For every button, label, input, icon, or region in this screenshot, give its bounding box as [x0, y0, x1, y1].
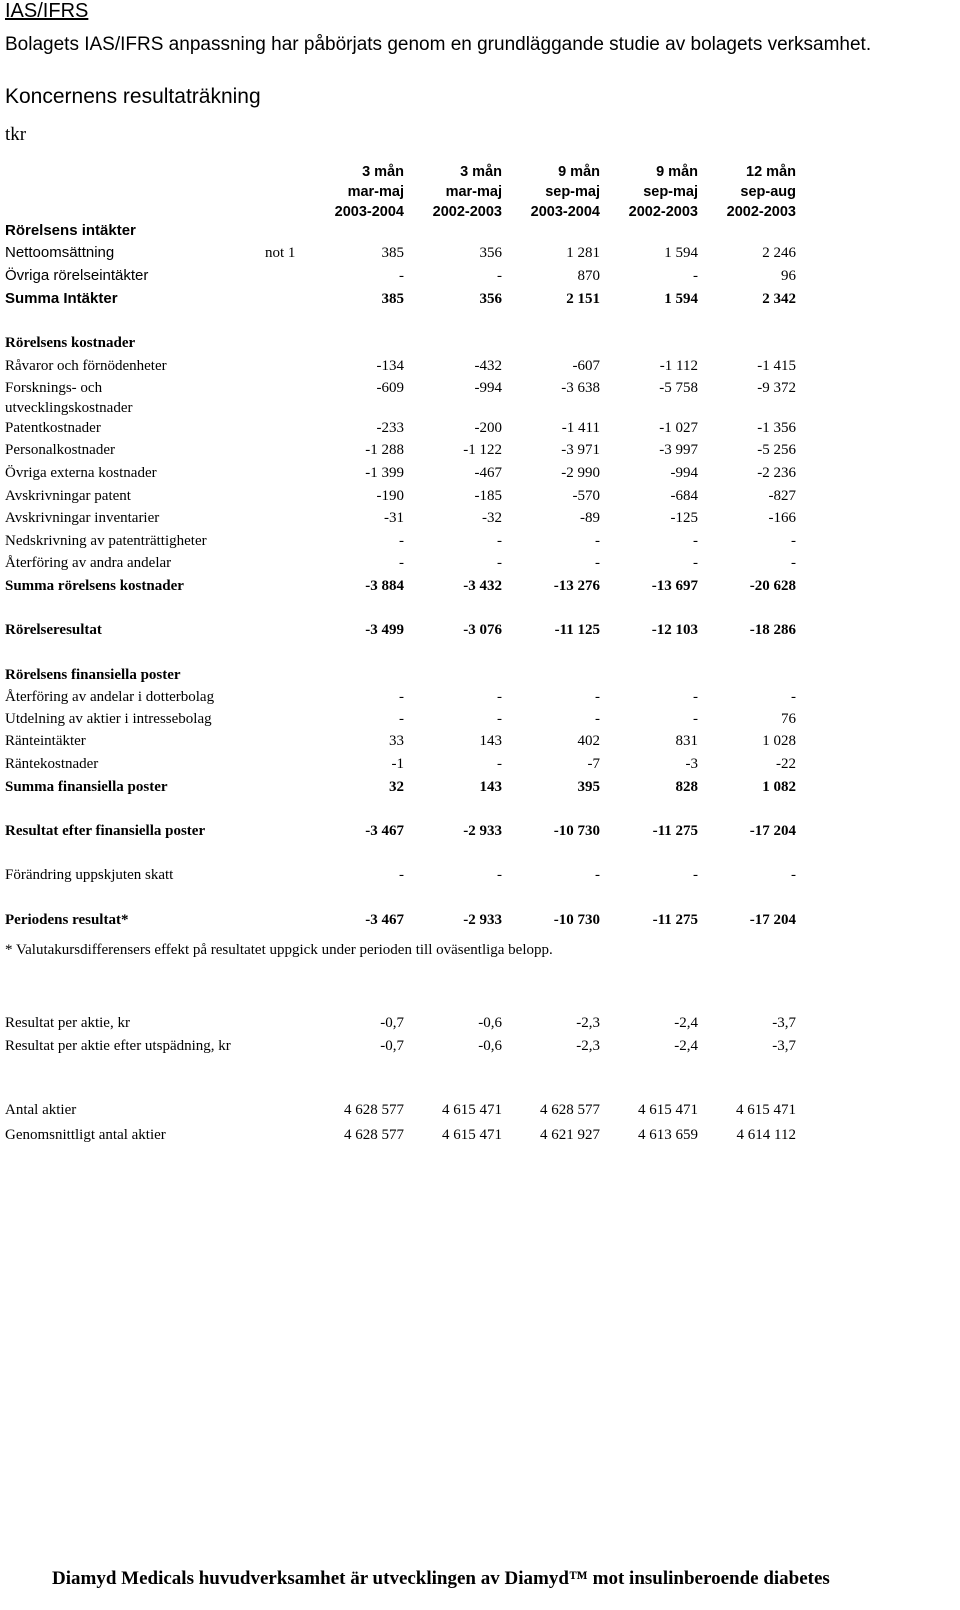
cell-value: -1 411 [561, 420, 600, 436]
cell-value: -432 [474, 358, 502, 374]
cell-value: 356 [479, 291, 502, 307]
row-label: Nettoomsättning [5, 244, 115, 261]
table-row [0, 485, 960, 507]
cell-value: -467 [474, 465, 502, 481]
table-row [0, 1124, 960, 1146]
cell-value: -0,6 [478, 1038, 502, 1054]
cell-value: - [791, 689, 796, 705]
cell-value: 96 [781, 268, 796, 284]
row-label: Nedskrivning av patenträttigheter [5, 533, 207, 549]
row-label: Resultat per aktie efter utspädning, kr [5, 1038, 231, 1054]
cell-value: 402 [577, 733, 600, 749]
cell-value: -827 [768, 488, 796, 504]
cell-value: -2,3 [576, 1015, 600, 1031]
row-label: Övriga externa kostnader [5, 465, 157, 481]
row-label: Avskrivningar inventarier [5, 510, 160, 526]
cell-value: -185 [474, 488, 502, 504]
cell-value: -20 628 [749, 578, 796, 594]
table-row [0, 462, 960, 484]
cell-value: - [595, 711, 600, 727]
summary-row [0, 288, 960, 310]
row-label: Summa Intäkter [5, 290, 118, 307]
row-label: Personalkostnader [5, 442, 115, 458]
table-row [0, 864, 960, 886]
cell-value: 2 342 [762, 291, 796, 307]
cell-value: 4 615 471 [638, 1102, 698, 1118]
row-label: Återföring av andra andelar [5, 555, 172, 571]
cell-value: -1 122 [463, 442, 502, 458]
cell-value: - [693, 533, 698, 549]
column-header-year: 2003-2004 [530, 204, 600, 220]
table-row [0, 530, 960, 552]
cell-value: - [693, 268, 698, 284]
summary-row [0, 619, 960, 641]
table-row [0, 708, 960, 730]
table-row [0, 753, 960, 775]
column-header [510, 162, 600, 222]
cell-value: 831 [675, 733, 698, 749]
table-row [0, 242, 960, 264]
cell-value: 1 594 [664, 291, 698, 307]
footer-text: Diamyd Medicals huvudverksamhet är utvecklingen av Diamyd™ mot insulinberoende diabetes [52, 1568, 830, 1589]
cell-value: -32 [482, 510, 502, 526]
row-label: Antal aktier [5, 1102, 77, 1118]
cell-value: 4 628 577 [540, 1102, 600, 1118]
table-row [0, 686, 960, 708]
cell-value: 143 [479, 779, 502, 795]
footnote: * Valutakursdifferensers effekt på resultatet uppgick under perioden till oväsentliga belopp. [5, 942, 553, 958]
cell-value: -684 [670, 488, 698, 504]
cell-value: - [399, 555, 404, 571]
note-reference: not 1 [265, 245, 296, 261]
row-label: Rörelseresultat [5, 622, 102, 638]
cell-value: -3 076 [463, 622, 502, 638]
cell-value: -5 256 [757, 442, 796, 458]
cell-value: -3 467 [365, 823, 404, 839]
column-header-months: sep-maj [643, 184, 698, 200]
row-label: Återföring av andelar i dotterbolag [5, 689, 215, 705]
summary-row [0, 909, 960, 931]
cell-value: - [791, 867, 796, 883]
section-header-row [0, 220, 960, 242]
cell-value: -166 [768, 510, 796, 526]
cell-value: - [399, 689, 404, 705]
cell-value: 385 [381, 245, 404, 261]
cell-value: - [399, 268, 404, 284]
cell-value: - [399, 533, 404, 549]
cell-value: 1 594 [664, 245, 698, 261]
cell-value: - [497, 711, 502, 727]
row-label: Forsknings- och utvecklingskostnader [5, 380, 133, 416]
cell-value: - [497, 533, 502, 549]
cell-value: 33 [389, 733, 404, 749]
cell-value: 385 [381, 291, 404, 307]
cell-value: 4 621 927 [540, 1127, 600, 1143]
cell-value: -31 [384, 510, 404, 526]
cell-value: 4 615 471 [442, 1127, 502, 1143]
cell-value: -89 [580, 510, 600, 526]
cell-value: - [497, 756, 502, 772]
cell-value: 870 [577, 268, 600, 284]
table-row [0, 265, 960, 287]
cell-value: 2 151 [566, 291, 600, 307]
column-header-period: 12 mån [746, 164, 796, 180]
cell-value: -10 730 [553, 912, 600, 928]
cell-value: -11 125 [554, 622, 600, 638]
row-label: Övriga rörelseintäkter [5, 267, 149, 284]
column-header-year: 2003-2004 [334, 204, 404, 220]
unit-label: tkr [5, 124, 27, 145]
cell-value: 828 [675, 779, 698, 795]
table-row [0, 730, 960, 752]
cell-value: 32 [389, 779, 404, 795]
cell-value: 76 [781, 711, 796, 727]
cell-value: - [693, 867, 698, 883]
cell-value: -12 103 [651, 622, 698, 638]
cell-value: 4 614 112 [736, 1127, 796, 1143]
cell-value: 1 082 [762, 779, 796, 795]
cell-value: - [497, 555, 502, 571]
table-row [0, 439, 960, 461]
row-label: Periodens resultat* [5, 912, 129, 928]
cell-value: 395 [577, 779, 600, 795]
cell-value: -200 [474, 420, 502, 436]
column-header-period: 3 mån [362, 164, 404, 180]
cell-value: -3 [685, 756, 698, 772]
cell-value: -17 204 [749, 912, 796, 928]
cell-value: -1 027 [659, 420, 698, 436]
cell-value: -3 432 [463, 578, 502, 594]
cell-value: - [595, 689, 600, 705]
cell-value: -1 399 [365, 465, 404, 481]
cell-value: 2 246 [762, 245, 796, 261]
row-label: Rörelsens intäkter [5, 222, 136, 239]
cell-value: -570 [572, 488, 600, 504]
table-row [0, 355, 960, 377]
column-header-period: 9 mån [656, 164, 698, 180]
table-row [0, 377, 960, 419]
cell-value: -2 236 [757, 465, 796, 481]
cell-value: -18 286 [749, 622, 796, 638]
cell-value: -2 933 [463, 823, 502, 839]
column-header-months: sep-aug [740, 184, 796, 200]
cell-value: -0,7 [380, 1038, 404, 1054]
cell-value: -134 [376, 358, 404, 374]
cell-value: -1 [391, 756, 404, 772]
cell-value: 356 [479, 245, 502, 261]
cell-value: -13 276 [553, 578, 600, 594]
cell-value: 4 615 471 [442, 1102, 502, 1118]
row-label: Avskrivningar patent [5, 488, 131, 504]
cell-value: - [693, 555, 698, 571]
cell-value: -609 [376, 380, 404, 396]
cell-value: -994 [670, 465, 698, 481]
cell-value: -125 [670, 510, 698, 526]
cell-value: 4 628 577 [344, 1102, 404, 1118]
cell-value: -22 [776, 756, 796, 772]
cell-value: -3 638 [561, 380, 600, 396]
section-header-row [0, 664, 960, 686]
cell-value: - [693, 711, 698, 727]
cell-value: - [399, 867, 404, 883]
row-label: Utdelning av aktier i intressebolag [5, 711, 212, 727]
column-header-year: 2002-2003 [628, 204, 698, 220]
cell-value: - [497, 689, 502, 705]
cell-value: -1 415 [757, 358, 796, 374]
cell-value: -2,3 [576, 1038, 600, 1054]
cell-value: -7 [587, 756, 600, 772]
table-row [0, 1035, 960, 1079]
cell-value: - [399, 711, 404, 727]
cell-value: 1 281 [566, 245, 600, 261]
cell-value: -994 [474, 380, 502, 396]
cell-value: -1 112 [659, 358, 698, 374]
column-header [314, 162, 404, 222]
cell-value: 1 028 [762, 733, 796, 749]
intro-text: Bolagets IAS/IFRS anpassning har påbörjats genom en grundläggande studie av bolagets verksamhet. [5, 34, 872, 55]
section-header-row [0, 332, 960, 354]
cell-value: -1 288 [365, 442, 404, 458]
row-label: Resultat per aktie, kr [5, 1015, 130, 1031]
cell-value: -11 275 [652, 912, 698, 928]
table-row [0, 1099, 960, 1121]
cell-value: -13 697 [651, 578, 698, 594]
cell-value: -1 356 [757, 420, 796, 436]
cell-value: -5 758 [659, 380, 698, 396]
cell-value: - [693, 689, 698, 705]
summary-row [0, 575, 960, 597]
summary-row [0, 820, 960, 842]
cell-value: -9 372 [757, 380, 796, 396]
cell-value: - [497, 268, 502, 284]
cell-value: 4 613 659 [638, 1127, 698, 1143]
column-header-months: mar-maj [347, 184, 404, 200]
summary-row [0, 776, 960, 798]
cell-value: - [791, 533, 796, 549]
cell-value: -233 [376, 420, 404, 436]
row-label: Patentkostnader [5, 420, 101, 436]
cell-value: 143 [479, 733, 502, 749]
column-header-year: 2002-2003 [432, 204, 502, 220]
cell-value: -3 467 [365, 912, 404, 928]
column-header-months: mar-maj [445, 184, 502, 200]
table-row [0, 1012, 960, 1034]
cell-value: -17 204 [749, 823, 796, 839]
cell-value: 4 615 471 [736, 1102, 796, 1118]
cell-value: -3 499 [365, 622, 404, 638]
row-label: Råvaror och förnödenheter [5, 358, 167, 374]
cell-value: - [791, 555, 796, 571]
ias-ifrs-link[interactable]: IAS/IFRS [5, 0, 89, 22]
cell-value: -3 997 [659, 442, 698, 458]
cell-value: -2,4 [674, 1038, 698, 1054]
row-label: Räntekostnader [5, 756, 99, 772]
row-label: Resultat efter finansiella poster [5, 823, 206, 839]
section-title: Koncernens resultaträkning [5, 85, 261, 108]
cell-value: - [497, 867, 502, 883]
column-header [412, 162, 502, 222]
column-header-period: 3 mån [460, 164, 502, 180]
cell-value: -3,7 [772, 1038, 796, 1054]
cell-value: -2 933 [463, 912, 502, 928]
column-header-period: 9 mån [558, 164, 600, 180]
cell-value: -3,7 [772, 1015, 796, 1031]
column-header [706, 162, 796, 222]
table-row [0, 417, 960, 439]
cell-value: 4 628 577 [344, 1127, 404, 1143]
column-header-months: sep-maj [545, 184, 600, 200]
row-label: Summa finansiella poster [5, 779, 168, 795]
cell-value: - [595, 555, 600, 571]
cell-value: -10 730 [553, 823, 600, 839]
cell-value: -190 [376, 488, 404, 504]
row-label: Genomsnittligt antal aktier [5, 1127, 166, 1143]
row-label: Förändring uppskjuten skatt [5, 867, 174, 883]
row-label: Summa rörelsens kostnader [5, 578, 184, 594]
cell-value: -3 884 [365, 578, 404, 594]
cell-value: - [595, 867, 600, 883]
cell-value: -2,4 [674, 1015, 698, 1031]
cell-value: -607 [572, 358, 600, 374]
table-row [0, 552, 960, 574]
row-label: Rörelsens finansiella poster [5, 667, 181, 683]
cell-value: -11 275 [652, 823, 698, 839]
column-header-year: 2002-2003 [726, 204, 796, 220]
cell-value: -2 990 [561, 465, 600, 481]
cell-value: -3 971 [561, 442, 600, 458]
column-header [608, 162, 698, 222]
cell-value: - [595, 533, 600, 549]
row-label: Rörelsens kostnader [5, 335, 136, 351]
table-row [0, 507, 960, 529]
cell-value: -0,6 [478, 1015, 502, 1031]
cell-value: -0,7 [380, 1015, 404, 1031]
row-label: Ränteintäkter [5, 733, 86, 749]
